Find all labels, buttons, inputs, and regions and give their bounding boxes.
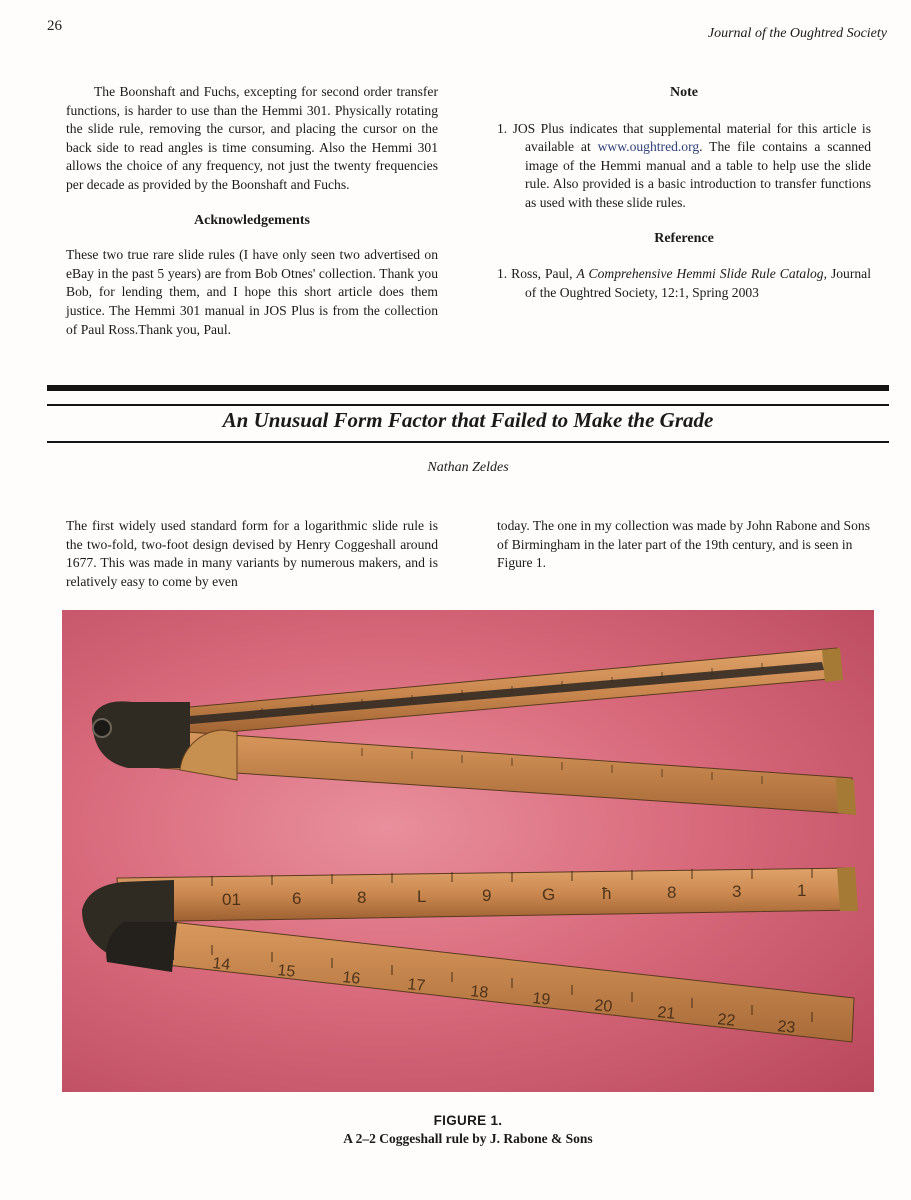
scale-label: 9 <box>482 886 492 905</box>
paragraph: The Boonshaft and Fuchs, excepting for second order transfer functions, is harder to use than the Hemmi 301. Physically rotating the slide rule, removing the cursor, and placing the cursor on the back side to read angles is time consuming. Also the Hemmi 301 allows the choice of any frequency, not just the twenty frequencies per decade as provided by the Boonshaft and Fuchs. <box>66 84 438 192</box>
note-item <box>497 120 871 213</box>
article-body-right: today. The one in my collection was made by John Rabone and Sons of Birmingham in the later part of the 19th century, and is seen in Figure 1. <box>497 518 871 571</box>
note-text-b: . The file contains a scanned image of the Hemmi manual and a table to help use the slide rule. Also provided is a basic introduction to transfer functions as used with these slide rules. <box>525 139 872 210</box>
scale-label: 23 <box>776 1018 797 1037</box>
scale-label: 3 <box>732 882 742 901</box>
article-title: An Unusual Form Factor that Failed to Make the Grade <box>222 408 714 432</box>
scale-label: 15 <box>276 962 297 981</box>
lower-rule <box>82 867 858 1042</box>
running-header: Journal of the Oughtred Society <box>707 26 887 41</box>
title-rule-top <box>47 404 889 406</box>
title-rule-bottom <box>47 441 889 443</box>
oughtred-link[interactable]: www.oughtred.org <box>597 139 700 155</box>
reference-item <box>497 265 871 302</box>
left-column-top <box>66 83 438 339</box>
scale-label: 01 <box>222 890 241 909</box>
slide-rule-photo <box>62 610 874 1092</box>
scale-label: 16 <box>341 969 362 988</box>
scale-label: 6 <box>292 889 302 908</box>
scale-label: 19 <box>531 990 552 1009</box>
scale-label: G <box>542 885 556 904</box>
acknowledgements-heading: Acknowledgements <box>194 212 310 228</box>
scale-label: 21 <box>656 1004 677 1023</box>
section-divider <box>47 385 889 391</box>
note-text-a: JOS Plus indicates that supplemental material for this article is available at <box>512 120 872 155</box>
scale-label: 17 <box>406 976 427 995</box>
reference-source: , Journal of the Oughtred Society, 12:1, Spring 2003 <box>525 266 871 300</box>
acknowledgements-text: These two true rare slide rules (I have only seen two advertised on eBay in the past 5 years) are from Bob Otnes' collection. Thank you Bob, for lending them, and I hope this short article does them justice. The Hemmi 301 manual in JOS Plus is from the collection of Paul Ross.Thank you, Paul. <box>66 247 438 337</box>
note-heading: Note <box>670 85 698 100</box>
reference-title: A Comprehensive Hemmi Slide Rule Catalog <box>576 266 824 282</box>
scale-label: 20 <box>593 997 614 1016</box>
figure-caption: A 2–2 Coggeshall rule by J. Rabone & Sons <box>343 1131 593 1146</box>
reference-number: 1. <box>497 266 508 282</box>
article-author: Nathan Zeldes <box>427 460 509 475</box>
reference-heading: Reference <box>654 230 714 246</box>
scale-label: 1 <box>797 881 807 900</box>
figure-label: FIGURE 1. <box>433 1113 503 1128</box>
article-body-left: The first widely used standard form for a logarithmic slide rule is the two-fold, two-foot design devised by Henry Coggeshall around 1677. This was made in many variants by numerous makers, and is relatively easy to come by even <box>66 518 438 589</box>
note-number: 1. <box>497 120 508 136</box>
scale-label: ħ <box>602 884 612 903</box>
scale-label: 8 <box>667 883 677 902</box>
page-number: 26 <box>47 18 62 34</box>
reference-author: Ross, Paul, <box>511 266 577 282</box>
scale-label: 14 <box>211 955 232 974</box>
scale-label: 18 <box>469 983 490 1002</box>
upper-rule <box>92 648 856 815</box>
scale-label: 22 <box>716 1011 737 1030</box>
scale-label: L <box>417 887 427 906</box>
right-column-top <box>497 84 871 302</box>
figure-photo <box>62 610 874 1092</box>
scale-label: 8 <box>357 888 367 907</box>
